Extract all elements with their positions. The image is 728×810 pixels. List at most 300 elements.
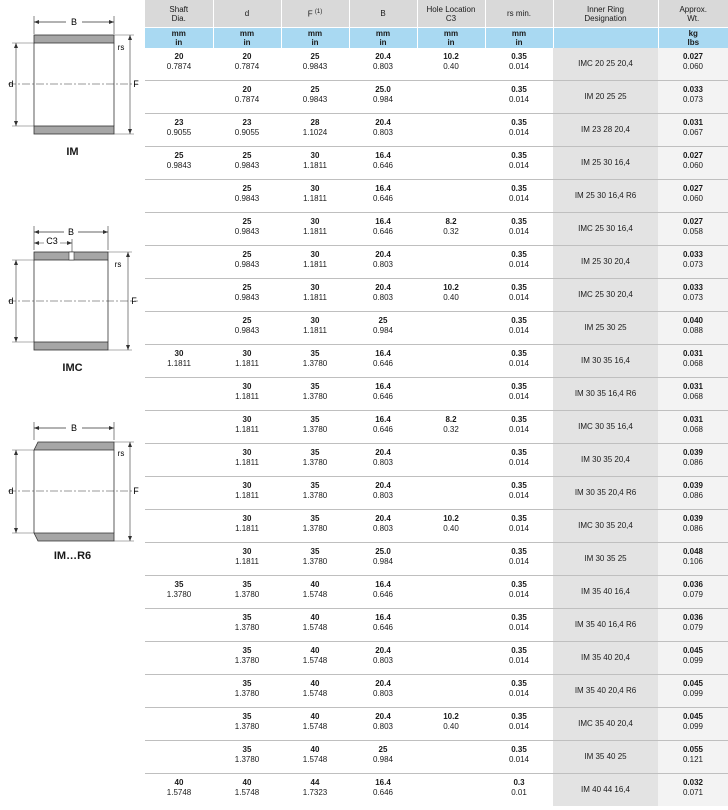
cell-shaft xyxy=(145,48,213,81)
cell-wt-kg: 0.048 xyxy=(682,547,704,556)
cell-shaft-imperial: 1.3780 xyxy=(166,589,192,599)
cell-wt-lbs: 0.071 xyxy=(682,787,704,797)
cell-rs-metric: 0.35 xyxy=(511,52,527,61)
cell-b-metric: 20.4 xyxy=(375,52,391,61)
table-row xyxy=(145,609,728,642)
cell-designation: IM 35 40 16,4 R6 xyxy=(553,609,658,642)
cell-designation: IMC 35 40 20,4 xyxy=(553,708,658,741)
cell-b-imperial: 0.646 xyxy=(372,160,394,170)
cell-d xyxy=(213,543,281,576)
cell-rs xyxy=(485,741,553,774)
table-row xyxy=(145,576,728,609)
cell-hole xyxy=(417,543,485,576)
cell-wt-kg: 0.031 xyxy=(682,349,704,358)
cell-wt xyxy=(658,543,728,576)
cell-rs xyxy=(485,48,553,81)
cell-rs-imperial: 0.014 xyxy=(508,160,530,170)
cell-f-imperial: 1.5748 xyxy=(302,688,328,698)
cell-rs-metric: 0.35 xyxy=(511,745,527,754)
table-row xyxy=(145,444,728,477)
cell-wt-lbs: 0.086 xyxy=(682,523,704,533)
cell-rs-imperial: 0.014 xyxy=(508,292,530,302)
cell-d-imperial: 1.1811 xyxy=(235,358,259,368)
cell-d-metric: 25 xyxy=(242,184,252,193)
cell-d-imperial: 0.7874 xyxy=(234,61,260,71)
cell-wt-kg: 0.033 xyxy=(682,85,704,94)
cell-d-imperial: 0.9843 xyxy=(234,193,260,203)
cell-rs xyxy=(485,576,553,609)
cell-f-imperial: 1.5748 xyxy=(302,655,328,665)
cell-rs-metric: 0.35 xyxy=(511,151,527,160)
cell-b-metric: 16.4 xyxy=(375,151,391,160)
cell-f-imperial: 1.5748 xyxy=(302,754,328,764)
table-row xyxy=(145,642,728,675)
cell-f-metric: 30 xyxy=(310,151,320,160)
cell-hole xyxy=(417,180,485,213)
cell-shaft xyxy=(145,642,213,675)
cell-b-imperial: 0.803 xyxy=(372,655,394,665)
cell-wt xyxy=(658,477,728,510)
cell-b-imperial: 0.803 xyxy=(372,457,394,467)
cell-b-imperial: 0.803 xyxy=(372,721,394,731)
cell-d xyxy=(213,510,281,543)
cell-d xyxy=(213,444,281,477)
cell-wt xyxy=(658,444,728,477)
cell-f-metric: 35 xyxy=(310,349,320,358)
cell-f-imperial: 1.7323 xyxy=(302,787,328,797)
unit-shaft: mm in xyxy=(145,28,213,49)
cell-d xyxy=(213,675,281,708)
cell-wt xyxy=(658,279,728,312)
inner-ring-table xyxy=(145,0,728,806)
cell-rs-imperial: 0.01 xyxy=(511,787,527,797)
cell-rs-metric: 0.35 xyxy=(511,415,527,424)
cell-f xyxy=(281,114,349,147)
cell-hole-metric: 10.2 xyxy=(443,52,459,61)
cell-wt-lbs: 0.068 xyxy=(682,358,704,368)
imr6-label: IM…R6 xyxy=(53,550,92,562)
cell-rs xyxy=(485,378,553,411)
diagram-panel xyxy=(0,0,145,810)
cell-b xyxy=(349,741,417,774)
cell-wt-kg: 0.036 xyxy=(682,580,704,589)
cell-rs-imperial: 0.014 xyxy=(508,259,530,269)
cell-wt-kg: 0.055 xyxy=(682,745,704,754)
cell-rs-metric: 0.35 xyxy=(511,118,527,127)
cell-f-metric: 44 xyxy=(310,778,320,787)
cell-d-metric: 40 xyxy=(242,778,252,787)
cell-f-imperial: 1.5748 xyxy=(302,622,328,632)
table-row xyxy=(145,708,728,741)
cell-f xyxy=(281,147,349,180)
cell-b-metric: 16.4 xyxy=(375,415,391,424)
cell-rs-imperial: 0.014 xyxy=(508,523,530,533)
cell-d-imperial: 1.3780 xyxy=(234,754,260,764)
cell-shaft-imperial: 1.1811 xyxy=(167,358,191,368)
cell-f-metric: 40 xyxy=(310,646,320,655)
cell-d-metric: 25 xyxy=(242,151,252,160)
dim-rs-label: rs xyxy=(117,449,125,458)
cell-d-metric: 30 xyxy=(242,349,252,358)
cell-rs xyxy=(485,81,553,114)
cell-hole xyxy=(417,378,485,411)
cell-rs xyxy=(485,444,553,477)
table-row xyxy=(145,48,728,81)
cell-b xyxy=(349,510,417,543)
cell-b-metric: 20.4 xyxy=(375,712,391,721)
cell-b xyxy=(349,444,417,477)
cell-b-imperial: 0.803 xyxy=(372,127,394,137)
cell-shaft-metric: 20 xyxy=(174,52,184,61)
unit-rs: mm in xyxy=(485,28,553,49)
cell-d xyxy=(213,378,281,411)
cell-f-imperial: 0.9843 xyxy=(302,94,328,104)
cell-d xyxy=(213,114,281,147)
cell-rs-imperial: 0.014 xyxy=(508,61,530,71)
cell-b-imperial: 0.803 xyxy=(372,688,394,698)
cell-rs-imperial: 0.014 xyxy=(508,226,530,236)
cell-b-imperial: 0.646 xyxy=(372,787,394,797)
cell-f-imperial: 1.1811 xyxy=(303,193,327,203)
table-row xyxy=(145,411,728,444)
cell-rs-metric: 0.35 xyxy=(511,646,527,655)
cell-f xyxy=(281,213,349,246)
cell-hole-imperial: 0.40 xyxy=(443,292,459,302)
cell-d-imperial: 1.1811 xyxy=(235,523,259,533)
cell-wt xyxy=(658,81,728,114)
cell-d-imperial: 0.9055 xyxy=(234,127,260,137)
cell-shaft xyxy=(145,576,213,609)
cell-hole xyxy=(417,444,485,477)
cell-d-imperial: 0.9843 xyxy=(234,259,260,269)
cell-hole-metric: 10.2 xyxy=(443,712,459,721)
cell-b-metric: 20.4 xyxy=(375,118,391,127)
dim-rs-label: rs xyxy=(117,43,125,52)
cell-wt-lbs: 0.060 xyxy=(682,160,704,170)
cell-rs-imperial: 0.014 xyxy=(508,622,530,632)
cell-wt-kg: 0.045 xyxy=(682,646,704,655)
cell-shaft-metric: 23 xyxy=(174,118,184,127)
cell-d xyxy=(213,642,281,675)
cell-shaft xyxy=(145,609,213,642)
cell-wt-kg: 0.027 xyxy=(682,151,704,160)
table-row xyxy=(145,312,728,345)
table-row xyxy=(145,477,728,510)
cell-hole xyxy=(417,774,485,807)
col-rs-header: rs min. xyxy=(485,0,553,28)
cell-d xyxy=(213,477,281,510)
header-row xyxy=(145,0,728,28)
cell-b-metric: 16.4 xyxy=(375,778,391,787)
unit-f: mm in xyxy=(281,28,349,49)
cell-b-imperial: 0.646 xyxy=(372,193,394,203)
cell-hole xyxy=(417,675,485,708)
cell-wt-lbs: 0.086 xyxy=(682,490,704,500)
cell-d xyxy=(213,774,281,807)
cell-shaft-imperial: 0.7874 xyxy=(166,61,192,71)
col-wt-header: Approx. Wt. xyxy=(658,0,728,28)
cell-wt-lbs: 0.099 xyxy=(682,655,704,665)
table-row xyxy=(145,774,728,807)
cell-d-metric: 35 xyxy=(242,646,252,655)
cell-d-metric: 35 xyxy=(242,580,252,589)
cell-wt-kg: 0.027 xyxy=(682,184,704,193)
cell-d-metric: 35 xyxy=(242,745,252,754)
cell-shaft-imperial: 0.9055 xyxy=(166,127,192,137)
imr6-diagram xyxy=(0,420,145,580)
cell-f-metric: 35 xyxy=(310,547,320,556)
cell-f xyxy=(281,48,349,81)
cell-f-imperial: 1.1811 xyxy=(303,259,327,269)
cell-shaft xyxy=(145,444,213,477)
cell-rs xyxy=(485,312,553,345)
cell-wt xyxy=(658,213,728,246)
cell-wt-kg: 0.032 xyxy=(682,778,704,787)
cell-b xyxy=(349,180,417,213)
cell-rs xyxy=(485,708,553,741)
cell-rs-metric: 0.35 xyxy=(511,283,527,292)
cell-wt-lbs: 0.068 xyxy=(682,424,704,434)
cell-f xyxy=(281,708,349,741)
cell-d xyxy=(213,48,281,81)
cell-shaft xyxy=(145,114,213,147)
cell-rs-metric: 0.35 xyxy=(511,580,527,589)
cell-wt xyxy=(658,411,728,444)
table-row xyxy=(145,378,728,411)
cell-designation: IM 30 35 20,4 xyxy=(553,444,658,477)
cell-b xyxy=(349,576,417,609)
cell-rs-imperial: 0.014 xyxy=(508,94,530,104)
cell-d-metric: 30 xyxy=(242,481,252,490)
table-row xyxy=(145,675,728,708)
cell-b xyxy=(349,609,417,642)
cell-b-metric: 25.0 xyxy=(375,85,391,94)
cell-shaft xyxy=(145,708,213,741)
cell-b-imperial: 0.646 xyxy=(372,424,394,434)
cell-b-imperial: 0.646 xyxy=(372,622,394,632)
cell-b-imperial: 0.803 xyxy=(372,292,394,302)
im-diagram xyxy=(0,8,145,168)
cell-d xyxy=(213,213,281,246)
cell-f-metric: 40 xyxy=(310,580,320,589)
cell-b-metric: 16.4 xyxy=(375,217,391,226)
cell-f-metric: 30 xyxy=(310,250,320,259)
cell-f-metric: 35 xyxy=(310,514,320,523)
table-row xyxy=(145,114,728,147)
cell-wt-lbs: 0.073 xyxy=(682,259,704,269)
cell-designation: IMC 25 30 16,4 xyxy=(553,213,658,246)
cell-rs xyxy=(485,774,553,807)
cell-designation: IM 30 35 25 xyxy=(553,543,658,576)
table-row xyxy=(145,81,728,114)
cell-b-metric: 20.4 xyxy=(375,514,391,523)
cell-wt xyxy=(658,378,728,411)
dim-b-label: B xyxy=(70,423,78,433)
cell-f xyxy=(281,312,349,345)
cell-d xyxy=(213,279,281,312)
cell-b xyxy=(349,708,417,741)
cell-d-metric: 35 xyxy=(242,712,252,721)
cell-shaft xyxy=(145,741,213,774)
cell-b-metric: 16.4 xyxy=(375,382,391,391)
cell-rs-imperial: 0.014 xyxy=(508,325,530,335)
cell-rs-imperial: 0.014 xyxy=(508,358,530,368)
unit-b: mm in xyxy=(349,28,417,49)
cell-hole xyxy=(417,345,485,378)
cell-d-metric: 25 xyxy=(242,217,252,226)
table-row xyxy=(145,147,728,180)
cell-designation: IM 30 35 20,4 R6 xyxy=(553,477,658,510)
cell-f xyxy=(281,444,349,477)
cell-wt-lbs: 0.060 xyxy=(682,61,704,71)
cell-f-metric: 30 xyxy=(310,184,320,193)
cell-b xyxy=(349,774,417,807)
cell-wt-kg: 0.036 xyxy=(682,613,704,622)
cell-designation: IM 35 40 20,4 R6 xyxy=(553,675,658,708)
cell-hole-imperial: 0.32 xyxy=(443,424,459,434)
cell-designation: IMC 30 35 20,4 xyxy=(553,510,658,543)
cell-hole xyxy=(417,81,485,114)
cell-d xyxy=(213,81,281,114)
cell-wt xyxy=(658,345,728,378)
cell-f-metric: 25 xyxy=(310,52,320,61)
col-f-label: F xyxy=(307,9,313,19)
cell-hole-imperial: 0.40 xyxy=(443,721,459,731)
cell-f-metric: 35 xyxy=(310,448,320,457)
im-label: IM xyxy=(66,146,79,158)
cell-rs-imperial: 0.014 xyxy=(508,490,530,500)
cell-designation: IMC 20 25 20,4 xyxy=(553,48,658,81)
cell-designation: IM 25 30 16,4 R6 xyxy=(553,180,658,213)
cell-d-metric: 20 xyxy=(242,85,252,94)
cell-rs-metric: 0.35 xyxy=(511,481,527,490)
cell-d-imperial: 0.7874 xyxy=(234,94,260,104)
cell-b-imperial: 0.646 xyxy=(372,358,394,368)
cell-b xyxy=(349,279,417,312)
cell-wt-lbs: 0.121 xyxy=(682,754,704,764)
cell-rs-metric: 0.35 xyxy=(511,547,527,556)
cell-designation: IM 40 44 16,4 xyxy=(553,774,658,807)
cell-hole xyxy=(417,147,485,180)
cell-shaft-metric: 35 xyxy=(174,580,184,589)
cell-wt-lbs: 0.067 xyxy=(682,127,704,137)
cell-rs xyxy=(485,180,553,213)
cell-shaft xyxy=(145,510,213,543)
cell-b xyxy=(349,345,417,378)
cell-d xyxy=(213,708,281,741)
cell-f-imperial: 1.5748 xyxy=(302,721,328,731)
cell-rs-imperial: 0.014 xyxy=(508,193,530,203)
cell-b xyxy=(349,81,417,114)
cell-f-imperial: 1.3780 xyxy=(302,556,328,566)
cell-rs-metric: 0.35 xyxy=(511,316,527,325)
cell-rs xyxy=(485,543,553,576)
cell-d xyxy=(213,312,281,345)
cell-shaft-metric: 25 xyxy=(174,151,184,160)
cell-hole xyxy=(417,642,485,675)
cell-wt-kg: 0.027 xyxy=(682,217,704,226)
cell-b-metric: 16.4 xyxy=(375,184,391,193)
cell-rs xyxy=(485,279,553,312)
col-shaft-header: Shaft Dia. xyxy=(145,0,213,28)
cell-d-imperial: 1.1811 xyxy=(235,424,259,434)
cell-hole xyxy=(417,576,485,609)
cell-b-metric: 20.4 xyxy=(375,283,391,292)
unit-wt: kg lbs xyxy=(658,28,728,49)
cell-d-imperial: 1.1811 xyxy=(235,490,259,500)
unit-designation xyxy=(553,28,658,49)
imc-drawing xyxy=(0,222,145,357)
cell-f xyxy=(281,279,349,312)
cell-d-metric: 20 xyxy=(242,52,252,61)
cell-wt-kg: 0.039 xyxy=(682,448,704,457)
cell-hole-metric: 10.2 xyxy=(443,283,459,292)
cell-wt-lbs: 0.099 xyxy=(682,688,704,698)
dim-rs-label: rs xyxy=(114,260,122,269)
cell-d xyxy=(213,411,281,444)
cell-hole xyxy=(417,609,485,642)
cell-f-imperial: 1.3780 xyxy=(302,457,328,467)
cell-rs xyxy=(485,675,553,708)
cell-d-imperial: 0.9843 xyxy=(234,325,260,335)
cell-rs-metric: 0.35 xyxy=(511,85,527,94)
cell-hole-imperial: 0.40 xyxy=(443,61,459,71)
cell-d-imperial: 1.1811 xyxy=(235,391,259,401)
cell-shaft xyxy=(145,378,213,411)
cell-hole xyxy=(417,510,485,543)
cell-f-imperial: 1.3780 xyxy=(302,490,328,500)
cell-f-imperial: 1.1811 xyxy=(303,325,327,335)
cell-f-metric: 35 xyxy=(310,481,320,490)
cell-hole xyxy=(417,48,485,81)
cell-wt xyxy=(658,675,728,708)
cell-d xyxy=(213,246,281,279)
imc-diagram xyxy=(0,222,145,382)
cell-b-metric: 20.4 xyxy=(375,250,391,259)
cell-wt xyxy=(658,708,728,741)
cell-wt xyxy=(658,246,728,279)
cell-wt xyxy=(658,48,728,81)
cell-wt-kg: 0.031 xyxy=(682,118,704,127)
cell-rs-metric: 0.3 xyxy=(513,778,525,787)
cell-f xyxy=(281,576,349,609)
cell-designation: IM 25 30 20,4 xyxy=(553,246,658,279)
cell-wt-lbs: 0.079 xyxy=(682,622,704,632)
cell-b-metric: 25.0 xyxy=(375,547,391,556)
cell-shaft-metric: 40 xyxy=(174,778,184,787)
cell-f xyxy=(281,774,349,807)
table-row xyxy=(145,279,728,312)
cell-designation: IM 30 35 16,4 R6 xyxy=(553,378,658,411)
cell-f xyxy=(281,246,349,279)
cell-rs-metric: 0.35 xyxy=(511,217,527,226)
cell-b-imperial: 0.803 xyxy=(372,61,394,71)
cell-b-metric: 16.4 xyxy=(375,349,391,358)
dim-d-label: d xyxy=(8,79,14,89)
cell-f xyxy=(281,345,349,378)
cell-d-metric: 25 xyxy=(242,250,252,259)
cell-wt xyxy=(658,510,728,543)
cell-hole xyxy=(417,312,485,345)
dim-b-label: B xyxy=(70,17,78,27)
cell-f xyxy=(281,411,349,444)
cell-rs-imperial: 0.014 xyxy=(508,721,530,731)
cell-wt-lbs: 0.058 xyxy=(682,226,704,236)
cell-designation: IMC 25 30 20,4 xyxy=(553,279,658,312)
cell-shaft xyxy=(145,411,213,444)
cell-f-imperial: 1.1811 xyxy=(303,292,327,302)
cell-f xyxy=(281,609,349,642)
